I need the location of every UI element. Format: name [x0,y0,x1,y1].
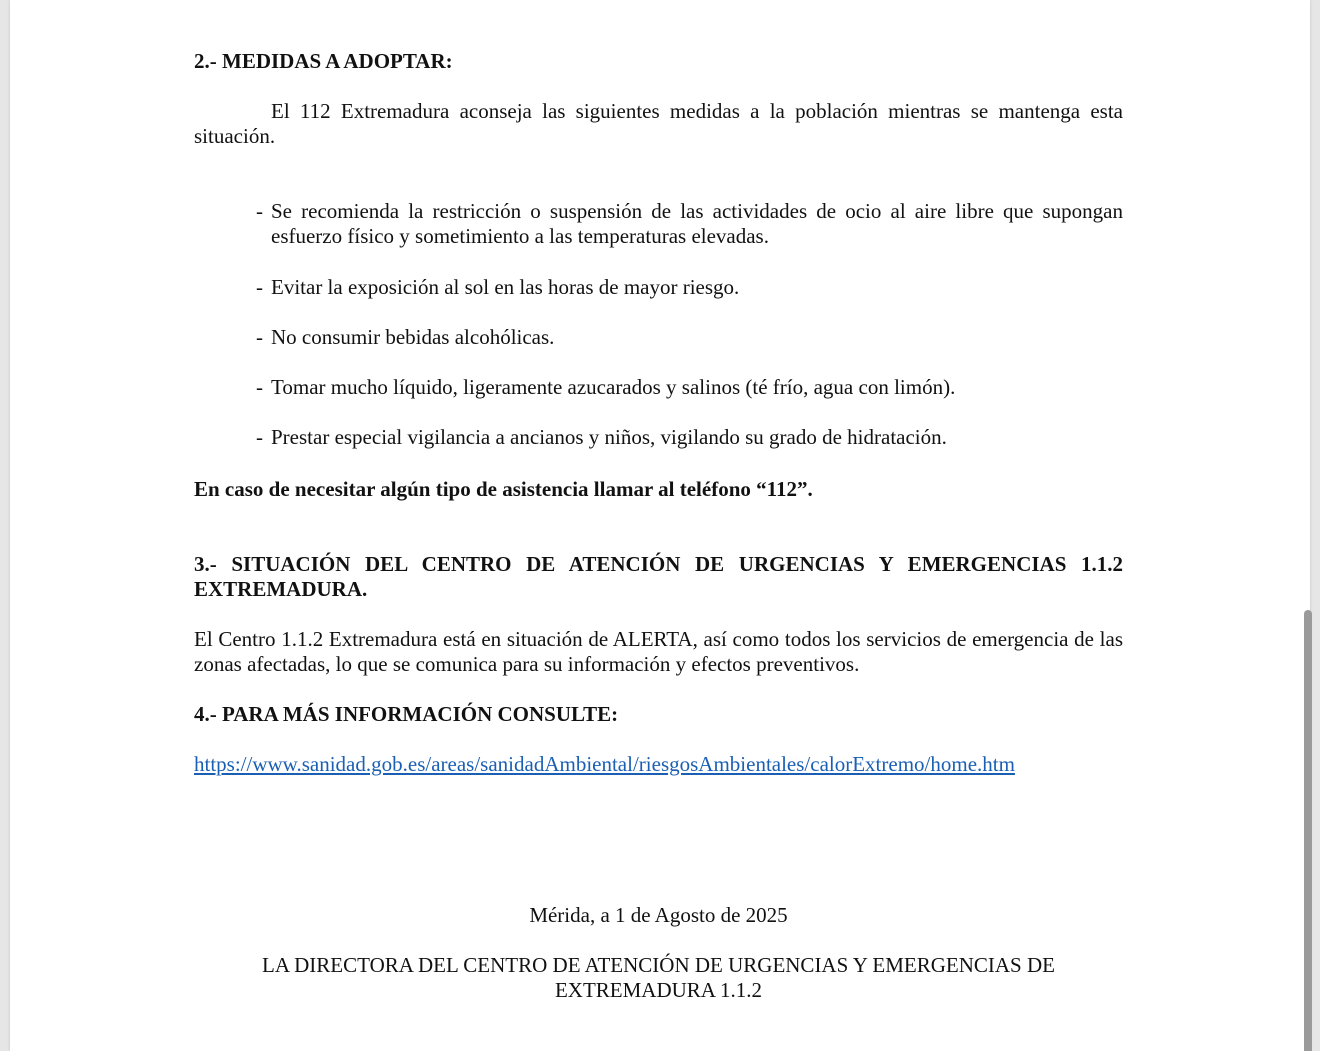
bullet-dash: - [256,425,263,449]
bullet-dash: - [256,275,263,299]
measure-text: Se recomienda la restricción o suspensión de las actividades de ocio al aire libre que supongan esfuerzo físico y sometimiento a las temperaturas elevadas. [271,199,1123,248]
section-2-intro: El 112 Extremadura aconseja las siguientes medidas a la población mientras se mantenga esta situación. [194,99,1123,148]
signature-line-1: LA DIRECTORA DEL CENTRO DE ATENCIÓN DE URGENCIAS Y EMERGENCIAS DE [262,953,1055,977]
measure-item [256,375,1123,400]
place-date: Mérida, a 1 de Agosto de 2025 [529,903,788,927]
measure-item [256,425,1123,450]
section-3-body: El Centro 1.1.2 Extremadura está en situación de ALERTA, así como todos los servicios de emergencia de las zonas afectadas, lo que se comunica para su información y efectos preventivos. [194,627,1123,676]
document-page [10,0,1310,1051]
signature-line-2: EXTREMADURA 1.1.2 [554,978,763,1002]
section-2-heading: 2.- MEDIDAS A ADOPTAR: [194,49,453,73]
section-4-heading: 4.- PARA MÁS INFORMACIÓN CONSULTE: [194,702,619,726]
bullet-dash: - [256,375,263,399]
measure-text: No consumir bebidas alcohólicas. [271,325,555,349]
assistance-notice: En caso de necesitar algún tipo de asistencia llamar al teléfono “112”. [194,477,813,501]
measure-item [256,199,1123,249]
info-link[interactable]: https://www.sanidad.gob.es/areas/sanidadAmbiental/riesgosAmbientales/calorExtremo/home.htm [194,752,1015,776]
measure-text: Evitar la exposición al sol en las horas de mayor riesgo. [271,275,740,299]
section-3-heading: 3.- SITUACIÓN DEL CENTRO DE ATENCIÓN DE URGENCIAS Y EMERGENCIAS 1.1.2 EXTREMADURA. [194,552,1123,601]
measure-item [256,275,1123,300]
measure-text: Tomar mucho líquido, ligeramente azucarados y salinos (té frío, agua con limón). [271,375,956,399]
bullet-dash: - [256,325,263,349]
measure-text: Prestar especial vigilancia a ancianos y niños, vigilando su grado de hidratación. [271,425,947,449]
measure-item [256,325,1123,350]
vertical-scrollbar[interactable] [1304,610,1312,1051]
bullet-dash: - [256,199,263,223]
info-link-line [194,752,1123,777]
